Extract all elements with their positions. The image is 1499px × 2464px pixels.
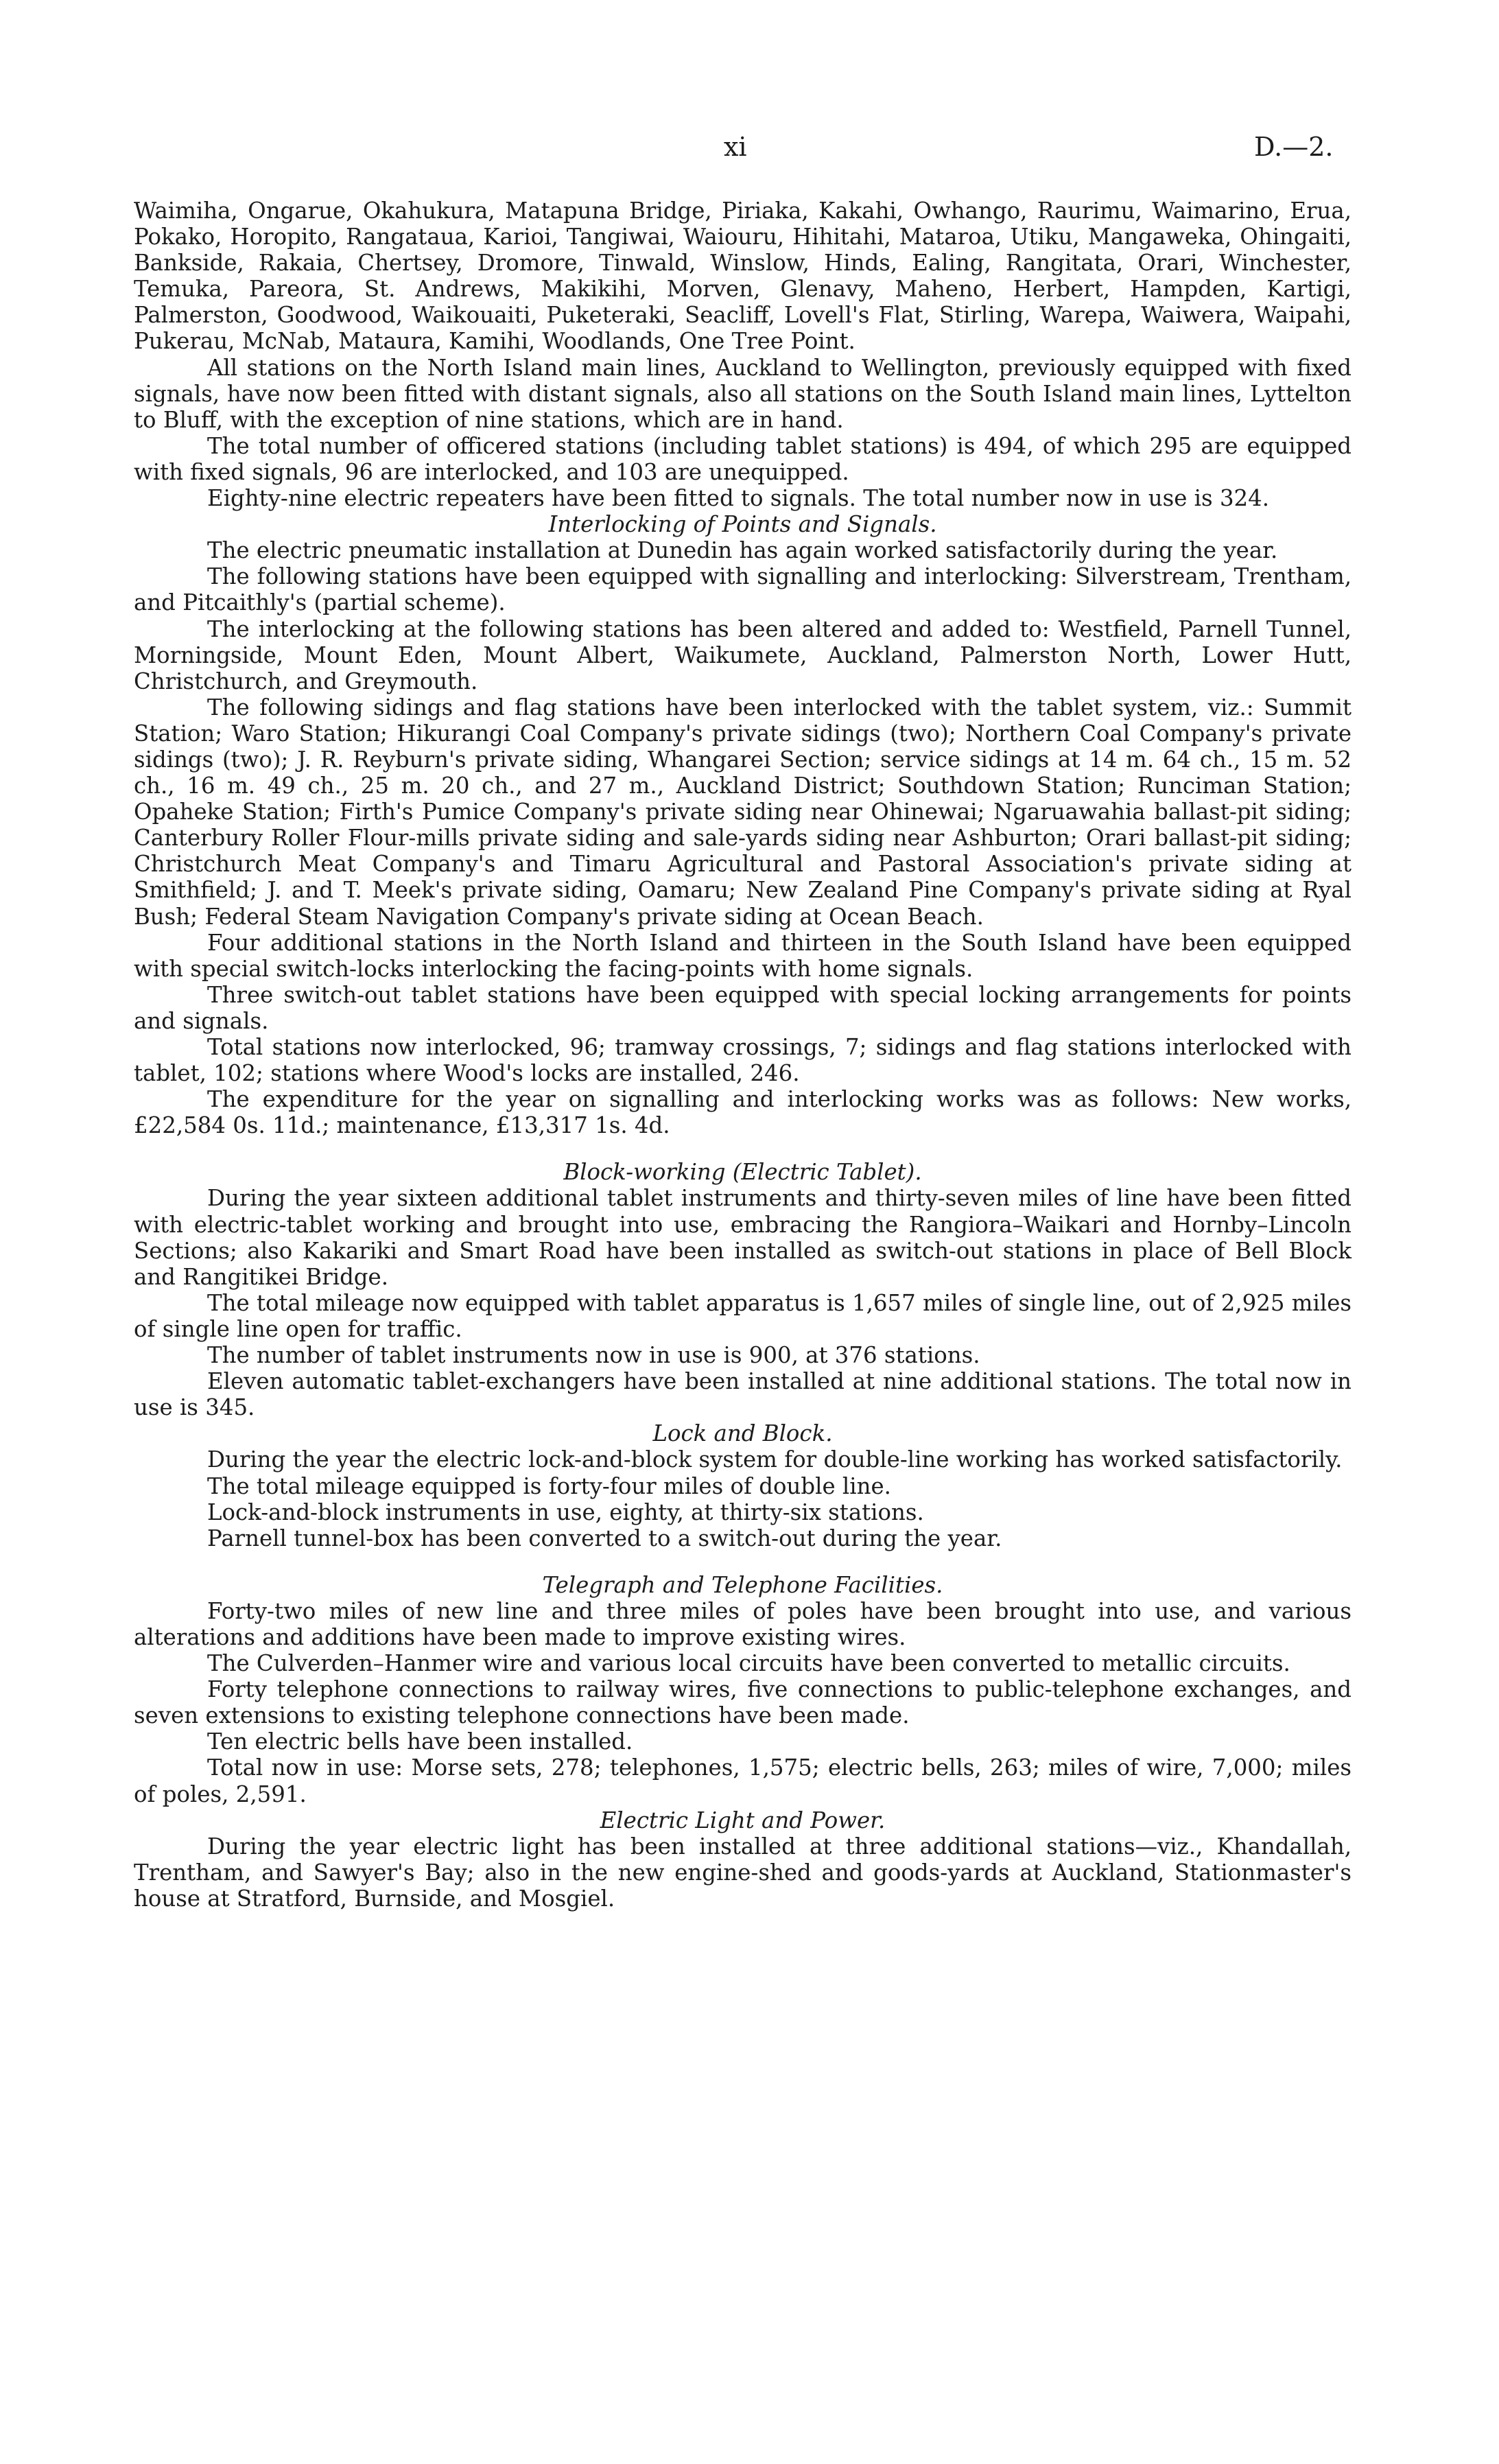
body-paragraph: The following sidings and flag stations have been interlocked with the tablet system, viz.: Summit Station; Waro Station; Hikurangi Coal Company's private sidings (two); Northern Coal Company's private sidings (two); J. R. Reyburn's private siding, Whangarei Section; service sidings at 14 m. 64 ch., 15 m. 52 ch., 16 m. 49 ch., 25 m. 20 ch., and 27 m., Auckland District; Southdown Station; Runciman Station; Opaheke Station; Firth's Pumice Company's private siding near Ohinewai; Ngaruawahia ballast-pit siding; Canterbury Roller Flour-mills private siding and sale-yards siding near Ashburton; Orari ballast-pit siding; Christchurch Meat Company's and Timaru Agricultural and Pastoral Association's private siding at Smithfield; J. and T. Meek's private siding, Oamaru; New Zealand Pine Company's private siding at Ryal Bush; Federal Steam Navigation Company's private siding at Ocean Beach. [134,694,1352,930]
body-paragraph: The Culverden–Hanmer wire and various local circuits have been converted to metallic circuits. [207,1650,1290,1677]
body-paragraph: Forty telephone connections to railway wires, five connections to public-telephone exchanges, and seven extensions to existing telephone connections have been made. [134,1676,1352,1729]
station-list-paragraph: Waimiha, Ongarue, Okahukura, Matapuna Bridge, Piriaka, Kakahi, Owhango, Raurimu, Waimarino, Erua, Pokako, Horopito, Rangataua, Karioi, Tangiwai, Waiouru, Hihitahi, Mataroa, Utiku, Mangaweka, Ohingaiti, Bankside, Rakaia, Chertsey, Dromore, Tinwald, Winslow, Hinds, Ealing, Rangitata, Orari, Winchester, Temuka, Pareora, St. Andrews, Makikihi, Morven, Glenavy, Maheno, Herbert, Hampden, Kartigi, Palmerston, Goodwood, Waikouaiti, Puketeraki, Seacliff, Lovell's Flat, Stirling, Warepa, Waiwera, Waipahi, Pukerau, McNab, Mataura, Kamihi, Woodlands, One Tree Point. [134,198,1352,355]
body-paragraph: Four additional stations in the North Island and thirteen in the South Island have been equipped with special switch-locks interlocking the facing-points with home signals. [134,929,1352,982]
body-paragraph: The total number of officered stations (including tablet stations) is 494, of which 295 are equipped with fixed signals, 96 are interlocked, and 103 are unequipped. [134,432,1352,485]
body-paragraph: Ten electric bells have been installed. [207,1728,633,1755]
section-heading-interlocking: Interlocking of Points and Signals. [548,511,937,538]
body-paragraph: Total now in use: Morse sets, 278; telephones, 1,575; electric bells, 263; miles of wire, 7,000; miles of poles, 2,591. [134,1755,1352,1807]
body-paragraph: Lock-and-block instruments in use, eighty, at thirty-six stations. [207,1499,924,1525]
body-paragraph: The total mileage equipped is forty-four miles of double line. [207,1472,891,1499]
section-heading-block-working: Block-working (Electric Tablet). [563,1159,922,1186]
page-body [134,198,1352,1912]
body-paragraph: Parnell tunnel-box has been converted to a switch-out during the year. [207,1525,1002,1551]
body-paragraph: The expenditure for the year on signalling and interlocking works was as follows: New works, £22,584 0s. 11d.; maintenance, £13,317 1s. 4d. [134,1086,1352,1139]
body-paragraph: Eleven automatic tablet-exchangers have been installed at nine additional stations. The total now in use is 345. [134,1368,1352,1421]
body-paragraph: During the year electric light has been installed at three additional stations—viz., Khandallah, Trentham, and Sawyer's Bay; also in the new engine-shed and goods-yards at Auckland, Stationmaster's house at Stratford, Burnside, and Mosgiel. [134,1833,1352,1912]
body-paragraph: During the year sixteen additional tablet instruments and thirty-seven miles of line have been fitted with electric-tablet working and brought into use, embracing the Rangiora–Waikari and Hornby–Lincoln Sections; also Kakariki and Smart Road have been installed as switch-out stations in place of Bell Block and Rangitikei Bridge. [134,1185,1352,1290]
document-reference: D.—2. [1254,132,1334,162]
section-heading-electric-light: Electric Light and Power. [600,1807,886,1833]
section-heading-telegraph: Telegraph and Telephone Facilities. [542,1571,943,1598]
body-paragraph: The following stations have been equipped with signalling and interlocking: Silverstream, Trentham, and Pitcaithly's (partial scheme). [134,563,1352,616]
page-number: xi [724,132,747,162]
body-paragraph: The interlocking at the following stations has been altered and added to: Westfield, Parnell Tunnel, Morningside, Mount Eden, Mount Albert, Waikumete, Auckland, Palmerston North, Lower Hutt, Christchurch, and Greymouth. [134,615,1352,694]
body-paragraph: The electric pneumatic installation at Dunedin has again worked satisfactorily during the year. [207,537,1278,564]
body-paragraph: The number of tablet instruments now in use is 900, at 376 stations. [207,1342,980,1369]
body-paragraph: Forty-two miles of new line and three miles of poles have been brought into use, and various alterations and additions have been made to improve existing wires. [134,1597,1352,1650]
body-paragraph: During the year the electric lock-and-block system for double-line working has worked satisfactorily. [207,1446,1343,1473]
page-header [0,132,1499,173]
body-paragraph: Three switch-out tablet stations have been equipped with special locking arrangements for points and signals. [134,981,1352,1034]
body-paragraph: Total stations now interlocked, 96; tramway crossings, 7; sidings and flag stations interlocked with tablet, 102; stations where Wood's locks are installed, 246. [134,1034,1352,1087]
body-paragraph: All stations on the North Island main lines, Auckland to Wellington, previously equipped with fixed signals, have now been fitted with distant signals, also all stations on the South Island main lines, Lyttelton to Bluff, with the exception of nine stations, which are in hand. [134,354,1352,433]
section-heading-lock-and-block: Lock and Block. [652,1420,833,1447]
body-paragraph: Eighty-nine electric repeaters have been fitted to signals. The total number now in use is 324. [207,485,1270,512]
body-paragraph: The total mileage now equipped with tablet apparatus is 1,657 miles of single line, out of 2,925 miles of single line open for traffic. [134,1289,1352,1342]
